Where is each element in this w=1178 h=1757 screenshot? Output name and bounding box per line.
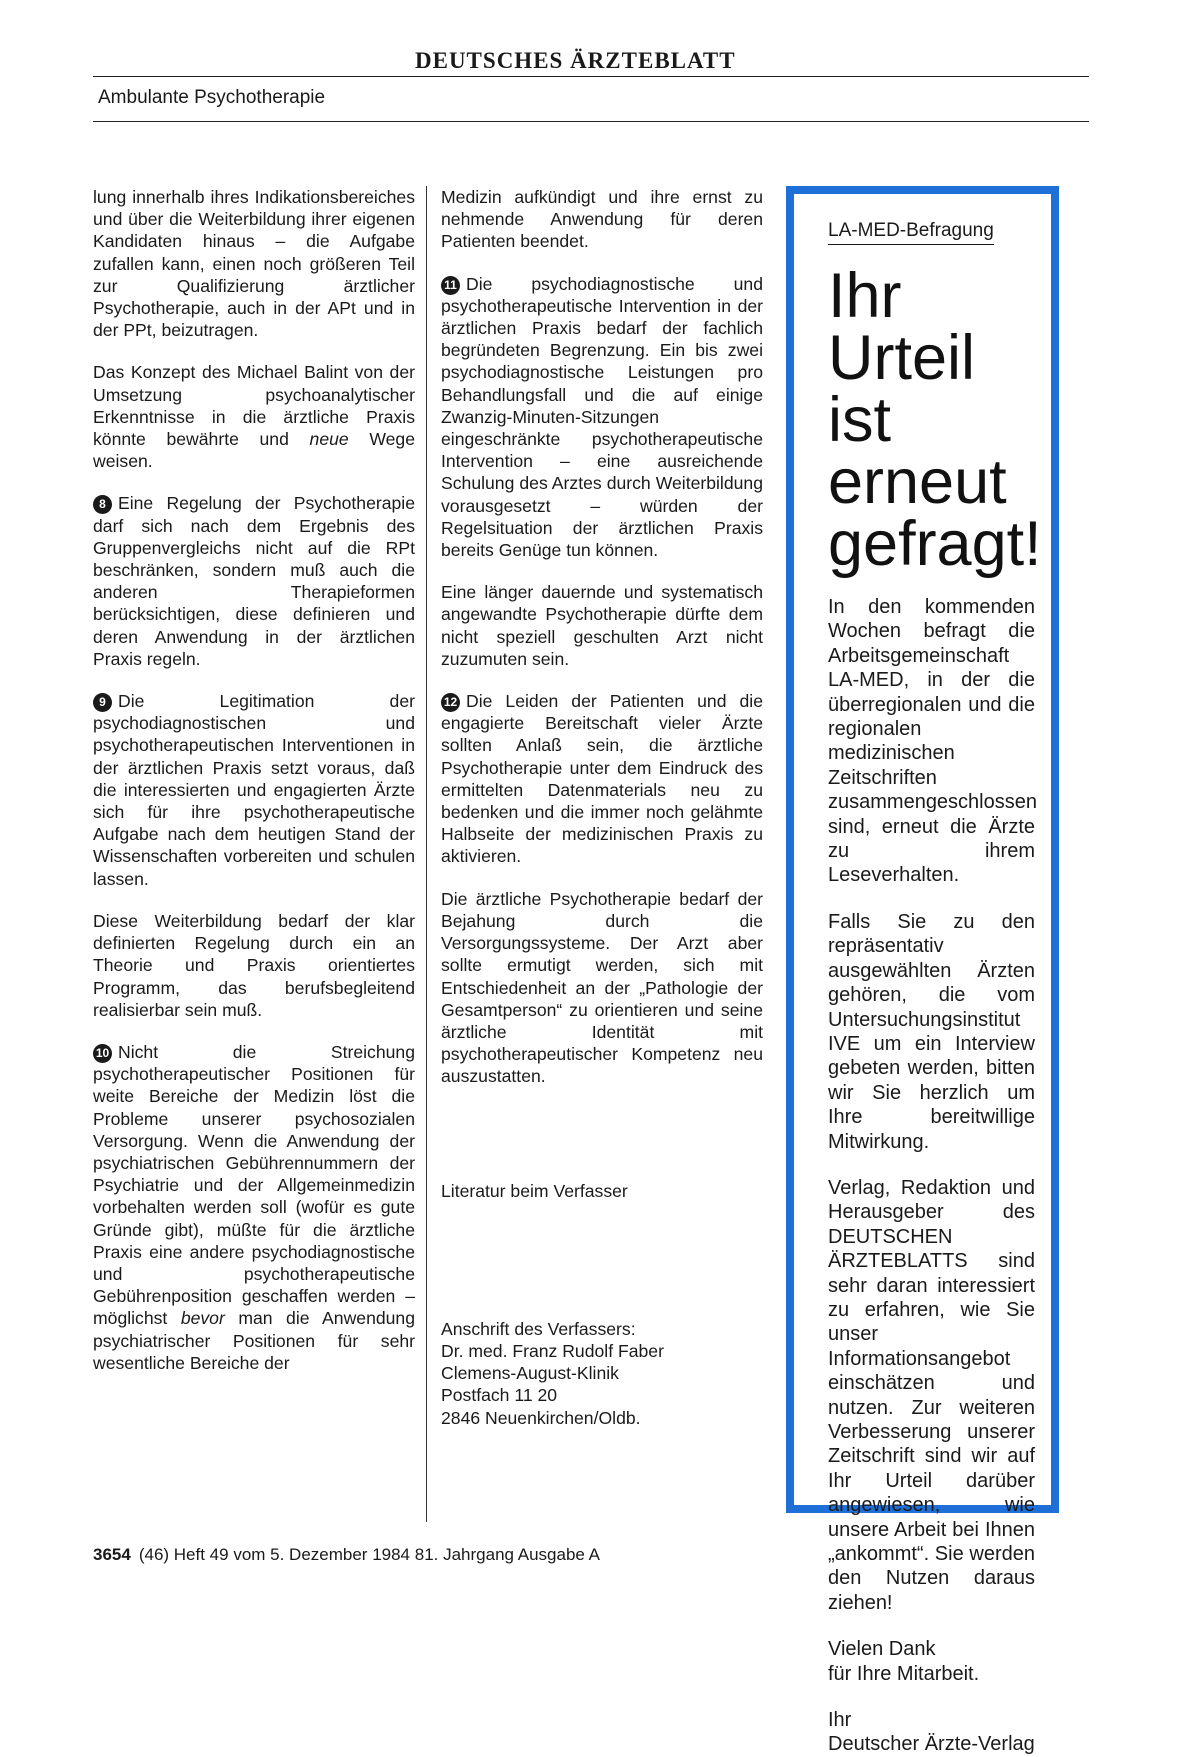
box-thanks: Vielen Dank für Ihre Mitarbeit. (828, 1638, 980, 1685)
header-rule-bottom (93, 121, 1089, 122)
emphasis-neue: neue (309, 429, 349, 450)
thesis-9: 9 Die Legitimation der psychodiagnostischen und psychotherapeutischen Interventionen in der ärztlichen Praxis setzt voraus, daß die interessierten und engagierten Ärzte sich für ihre psychotherapeutische Aufgabe nach dem heutigen Stand der Wissenschaften vorbereiten und schulen lassen. (93, 691, 415, 889)
address-name: Dr. med. Franz Rudolf Faber (441, 1340, 664, 1361)
thesis-10: 10 Nicht die Streichung psychotherapeutischer Positionen für weite Bereiche der Medizin löst die Probleme unserer psychosozialen Versorgung. Wenn die Anwendung der psychiatrischen Gebührennummern der Psychiatrie und der Allgemeinmedizin vorbehalten werden soll (wofür es gute Gründe gibt), müßte für die ärztliche Praxis eine andere psychodiagnostische und psychotherapeutische Gebührenposition geschaffen werden – möglichst bevor man die Anwendung psychiatrischer Positionen für sehr wesentliche Bereiche der (93, 1041, 415, 1373)
thesis-11: 11 Die psychodiagnostische und psychotherapeutische Intervention in der ärztlichen Praxis bedarf der fachlich begründeten Begrenzung. Ein bis zwei psychodiagnostische Leistungen pro Behandlungsfall und die auf einige Zwanzig-Minuten-Sitzungen eingeschränkte psychotherapeutische Intervention – eine ausreichende Schulung des Arztes durch Weiterbildung vorausgesetzt – würden der Regelsituation der ärztlichen Praxis bereits Genüge tun können. (441, 273, 763, 561)
box-signature: Ihr Deutscher Ärzte-Verlag (828, 1709, 1035, 1756)
header-rule-top (93, 76, 1089, 77)
address-label: Anschrift des Verfassers: (441, 1318, 636, 1339)
thesis-12: 12 Die Leiden der Patienten und die engagierte Bereitschaft vieler Ärzte sollten Anlaß sein, die ärztliche Psychotherapie unter dem Eindruck des ermittelten Datenmaterials neu zu bedenken und die immer noch gelähmte Halbseite der medizinischen Praxis zu aktivieren. (441, 691, 763, 867)
column-divider (426, 186, 427, 1522)
article-column-1 (93, 186, 415, 1374)
spacer (441, 1108, 763, 1180)
number-badge-9: 9 (93, 693, 112, 712)
box-paragraph-survey: In den kommenden Wochen befragt die Arbeitsgemeinschaft LA-MED, in der die überregionalen und die regionalen medizinischen Zeitschriften zusammengeschlossen sind, erneut die Ärzte zu ihrem Leseverhalten. (828, 596, 1037, 887)
issue-info: (46) Heft 49 vom 5. Dezember 1984 81. Jahrgang Ausgabe A (138, 1545, 601, 1564)
section-title: Ambulante Psychotherapie (98, 87, 326, 108)
paragraph-bejahung: Die ärztliche Psychotherapie bedarf der Bejahung durch die Versorgungssysteme. Der Arzt aber sollte ermutigt werden, sich mit Entschiedenheit an der „Pathologie der Gesamtperson“ zu orientieren und seine ärztliche Identität mit psychotherapeutischer Kompetenz neu auszustatten. (441, 888, 763, 1087)
box-kicker: LA-MED-Befragung (828, 220, 994, 245)
thesis-8: 8 Eine Regelung der Psychotherapie darf sich nach dem Ergebnis des Gruppenvergleichs nicht auf die RPt beschränken, sondern muß auch die anderen Therapieformen berücksichtigen, diese definieren und deren Anwendung in der ärztlichen Praxis regeln. (93, 493, 415, 669)
author-address (441, 1318, 763, 1429)
survey-announcement-box (786, 186, 1059, 1756)
address-institution: Clemens-August-Klinik (441, 1363, 619, 1384)
emphasis-bevor: bevor (180, 1308, 225, 1329)
number-badge-10: 10 (93, 1044, 112, 1063)
box-paragraph-publisher: Verlag, Redaktion und Herausgeber des DEUTSCHEN ÄRZTEBLATTS sind sehr daran interessiert zu erfahren, wie Sie unser Informationsangebot einschätzen und nutzen. Zur weiteren Verbesserung unserer Zeitschrift sind wir auf Ihr Urteil darüber angewiesen, wie unsere Arbeit bei Ihnen „ankommt“. Sie werden den Nutzen daraus ziehen! (828, 1176, 1035, 1614)
paragraph-intro-continued: lung innerhalb ihres Indikationsbereiches und über die Weiterbildung ihrer eigenen Kandidaten hinaus – die Aufgabe zufallen kann, einen noch größeren Teil zur Qualifizierung ärztlicher Psychotherapie, auch in der APt und in der PPt, beizutragen. (93, 187, 415, 341)
address-city: 2846 Neuenkirchen/Oldb. (441, 1407, 641, 1428)
box-headline: Ihr Urteil ist erneut gefragt! (828, 261, 1042, 579)
box-paragraph-interview: Falls Sie zu den repräsentativ ausgewählten Ärzten gehören, die vom Untersuchungsinstitut IVE um ein Interview gebeten werden, bitten wir Sie herzlich um Ihre bereitwillige Mitwirkung. (828, 910, 1035, 1153)
paragraph-weiterbildung: Diese Weiterbildung bedarf der klar definierten Regelung durch ein an Theorie und Praxis orientiertes Programm, das berufsbegleitend realisierbar sein muß. (93, 910, 415, 1020)
paragraph-laenger: Eine länger dauernde und systematisch angewandte Psychotherapie dürfte dem nicht speziell geschulten Arzt nicht zuzumuten sein. (441, 582, 763, 669)
paragraph-medizin-continued: Medizin aufkündigt und ihre ernst zu nehmende Anwendung für deren Patienten beendet. (441, 187, 763, 252)
page-footer (93, 1545, 600, 1565)
number-badge-11: 11 (441, 276, 460, 295)
article-column-2 (441, 186, 763, 1429)
page-number: 3654 (93, 1545, 131, 1564)
paragraph-balint: Das Konzept des Michael Balint von der Umsetzung psychoanalytischer Erkenntnisse in die ärztliche Praxis könnte bewährte und neue Wege weisen. (93, 362, 415, 472)
number-badge-8: 8 (93, 495, 112, 514)
masthead: DEUTSCHES ÄRZTEBLATT (415, 48, 736, 73)
address-postbox: Postfach 11 20 (441, 1385, 558, 1406)
number-badge-12: 12 (441, 693, 460, 712)
literature-note: Literatur beim Verfasser (441, 1180, 628, 1201)
spacer (441, 1222, 763, 1318)
